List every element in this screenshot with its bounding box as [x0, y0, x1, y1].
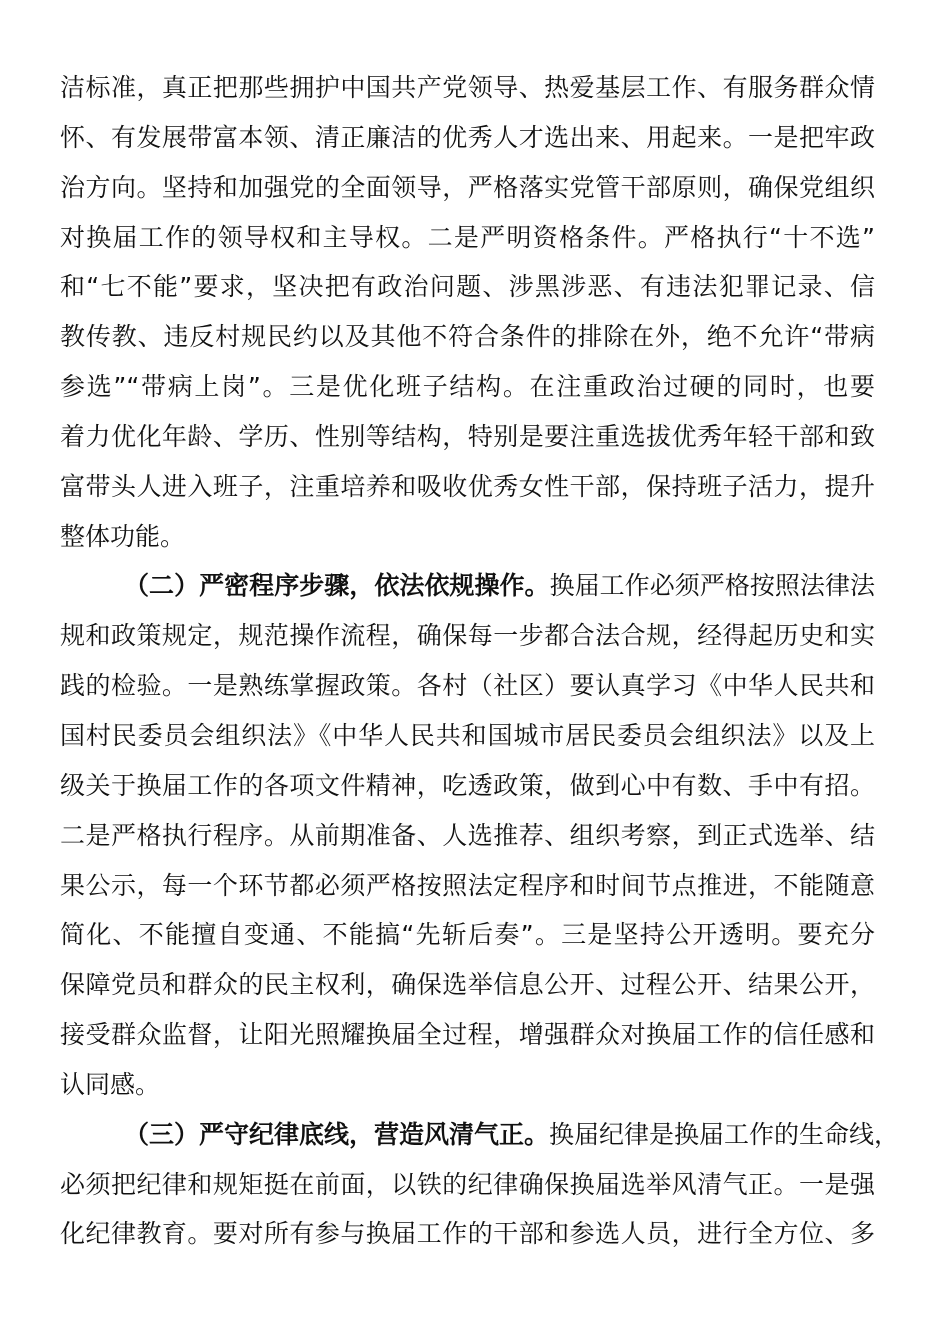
section-heading-line: [60, 561, 875, 611]
text-line: 认同感。: [60, 1069, 161, 1099]
text-span: 换届纪律是换届工作的生命线，: [549, 1119, 900, 1149]
text-line: 怀、有发展带富本领、清正廉洁的优秀人才选出来、用起来。一是把牢政: [60, 122, 875, 152]
document-body: [60, 63, 900, 1259]
text-line: 化纪律教育。要对所有参与换届工作的干部和参选人员，进行全方位、多: [60, 1219, 875, 1249]
section-heading-line: [60, 1110, 900, 1160]
text-line: 和“七不能”要求，坚决把有政治问题、涉黑涉恶、有违法犯罪记录、信: [60, 272, 875, 302]
section-heading: （三）严守纪律底线，营造风清气正。: [124, 1119, 550, 1149]
text-line: 整体功能。: [60, 521, 186, 551]
text-line: 洁标准，真正把那些拥护中国共产党领导、热爱基层工作、有服务群众情: [60, 73, 875, 102]
section-heading: （二）严密程序步骤，依法依规操作。: [124, 571, 550, 601]
text-line: 富带头人进入班子，注重培养和吸收优秀女性干部，保持班子活力，提升: [60, 471, 875, 501]
text-line: 二是严格执行程序。从前期准备、人选推荐、组织考察，到正式选举、结: [60, 820, 875, 850]
text-line: 保障党员和群众的民主权利，确保选举信息公开、过程公开、结果公开，: [60, 970, 875, 1000]
text-line: 着力优化年龄、学历、性别等结构，特别是要注重选拔优秀年轻干部和致: [60, 421, 875, 451]
text-line: 教传教、违反村规民约以及其他不符合条件的排除在外，绝不允许“带病: [60, 322, 875, 352]
text-line: 治方向。坚持和加强党的全面领导，严格落实党管干部原则，确保党组织: [60, 172, 875, 202]
text-line: 简化、不能擅自变通、不能搞“先斩后奏”。三是坚持公开透明。要充分: [60, 920, 875, 950]
text-line: 接受群众监督，让阳光照耀换届全过程，增强群众对换届工作的信任感和: [60, 1020, 875, 1050]
text-line: 践的检验。一是熟练掌握政策。各村（社区）要认真学习《中华人民共和: [60, 671, 875, 701]
text-line: 国村民委员会组织法》《中华人民共和国城市居民委员会组织法》以及上: [60, 720, 875, 750]
text-span: 换届工作必须严格按照法律法: [549, 571, 875, 601]
text-line: 参选”“带病上岗”。三是优化班子结构。在注重政治过硬的同时，也要: [60, 372, 875, 402]
text-line: 果公示，每一个环节都必须严格按照法定程序和时间节点推进，不能随意: [60, 870, 875, 900]
text-line: 级关于换届工作的各项文件精神，吃透政策，做到心中有数、手中有招。: [60, 770, 875, 800]
text-line: 必须把纪律和规矩挺在前面，以铁的纪律确保换届选举风清气正。一是强: [60, 1169, 875, 1199]
text-line: 规和政策规定，规范操作流程，确保每一步都合法合规，经得起历史和实: [60, 621, 875, 651]
text-line: 对换届工作的领导权和主导权。二是严明资格条件。严格执行“十不选”: [60, 222, 875, 252]
